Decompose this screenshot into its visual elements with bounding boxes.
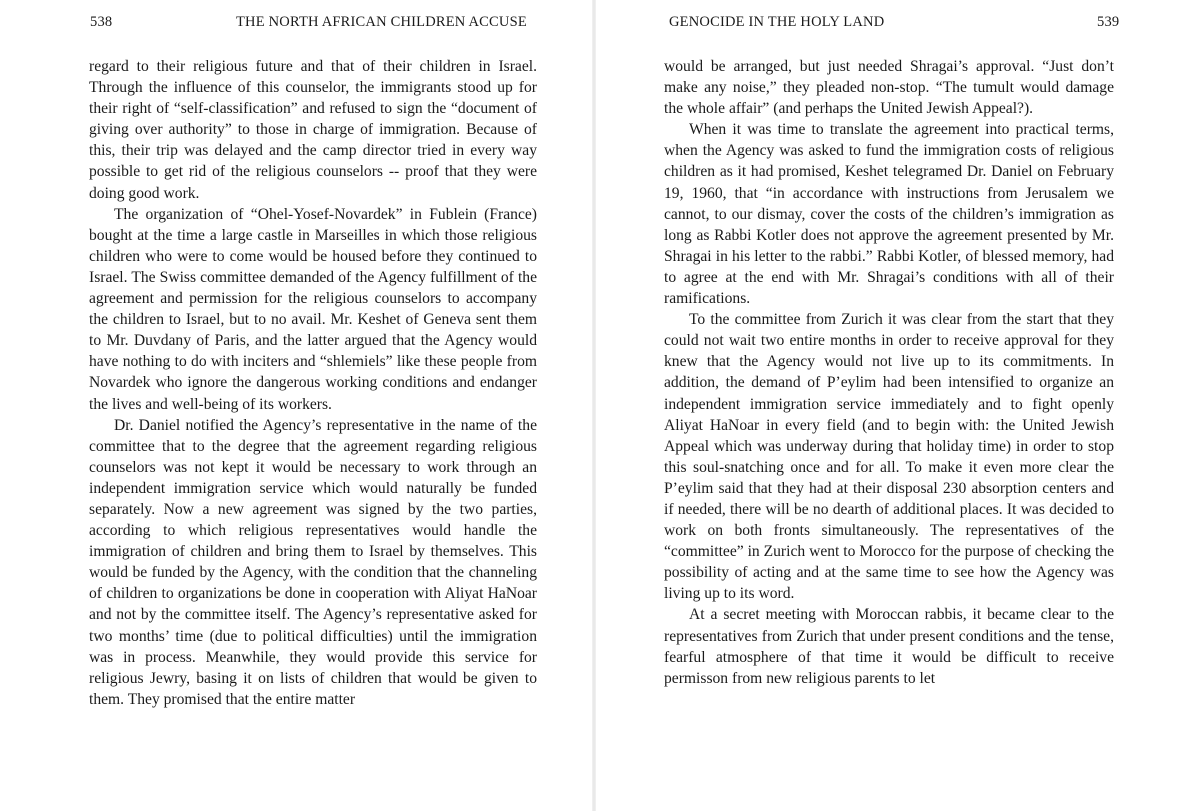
paragraph: When it was time to translate the agreement into practical terms, when the Agency was asked to fund the immigration costs of religious children as it had promised, Keshet telegramed Dr. Daniel on February 19, 1960, that “in accordance with instructions from Jerusalem we cannot, to our dismay, cover the costs of the children’s immigration as long as Rabbi Kotler does not approve the agreement presented by Mr. Shragai in his letter to the rabbi.” Rabbi Kotler, of blessed memory, had to agree at the end with Mr. Shragai’s conditions with all of their ramifications. [664, 121, 1114, 308]
left-running-head: THE NORTH AFRICAN CHILDREN ACCUSE [236, 14, 527, 30]
paragraph: regard to their religious future and that of their children in Israel. Through the influence of this counselor, the immigrants stood up for their right of “self-classification” and refused to sign the “document of giving over authority” to those in charge of immigration. Because of this, their trip was delayed and the camp director tried in every way possible to get rid of the religious counselors -- proof that they were doing good work. [89, 58, 537, 202]
paragraph: At a secret meeting with Moroccan rabbis, it became clear to the representatives from Zurich that under present conditions and the tense, fearful atmosphere of that time it would be difficult to receive permisson from new religious parents to let [664, 606, 1114, 687]
left-page-number: 538 [90, 14, 113, 30]
right-running-head: GENOCIDE IN THE HOLY LAND [669, 14, 885, 30]
paragraph: The organization of “Ohel-Yosef-Novardek” in Fublein (France) bought at the time a large castle in Marseilles in which those religious children who were to come would be housed before they continued to Israel. The Swiss committee demanded of the Agency fulfillment of the agreement and permission for the religious counselors to accompany the children to Israel, but to no avail. Mr. Keshet of Geneva sent them to Mr. Duvdany of Paris, and the latter argued that the Agency would have nothing to do with inciters and “shlemiels” like these people from Novardek who ignore the dangerous working conditions and endanger the lives and well-being of its workers. [89, 205, 537, 413]
right-page [594, 0, 1187, 811]
paragraph: would be arranged, but just needed Shragai’s approval. “Just don’t make any noise,” they pleaded non-stop. “The tumult would damage the whole affair” (and perhaps the United Jewish Appeal?). [664, 58, 1114, 118]
right-page-body [664, 56, 1114, 689]
right-page-number: 539 [1097, 14, 1120, 30]
paragraph: To the committee from Zurich it was clear from the start that they could not wait two entire months in order to receive approval for they knew that the Agency would not live up to its commitments. In addition, the demand of P’eylim had been intensified to organize an independent immigration service immediately and to fight openly Aliyat HaNoar in every field (and to begin with: the United Jewish Appeal which was underway during that holiday time) in order to stop this soul-snatching once and for all. To make it even more clear the P’eylim said that they had at their disposal 230 absorption centers and if needed, there will be no dearth of additional places. It was decided to work on both fronts simultaneously. The representatives of the “committee” in Zurich went to Morocco for the purpose of checking the possibility of acting and at the same time to see how the Agency was living up to its word. [664, 311, 1114, 603]
left-page-body [89, 56, 537, 710]
paragraph: Dr. Daniel notified the Agency’s representative in the name of the committee that to the degree that the agreement regarding religious counselors was not kept it would be necessary to work through an independent immigration service which would naturally be funded separately. Now a new agreement was signed by the two parties, according to which religious representatives would handle the immigration of children and bring them to Israel by themselves. This would be funded by the Agency, with the condition that the channeling of children to organizations be done in cooperation with Aliyat HaNoar and not by the committee itself. The Agency’s representative asked for two months’ time (due to political difficulties) until the immigration was in process. Meanwhile, they would provide this service for religious Jewry, basing it on lists of children that would be given to them. They promised that the entire matter [89, 416, 537, 708]
